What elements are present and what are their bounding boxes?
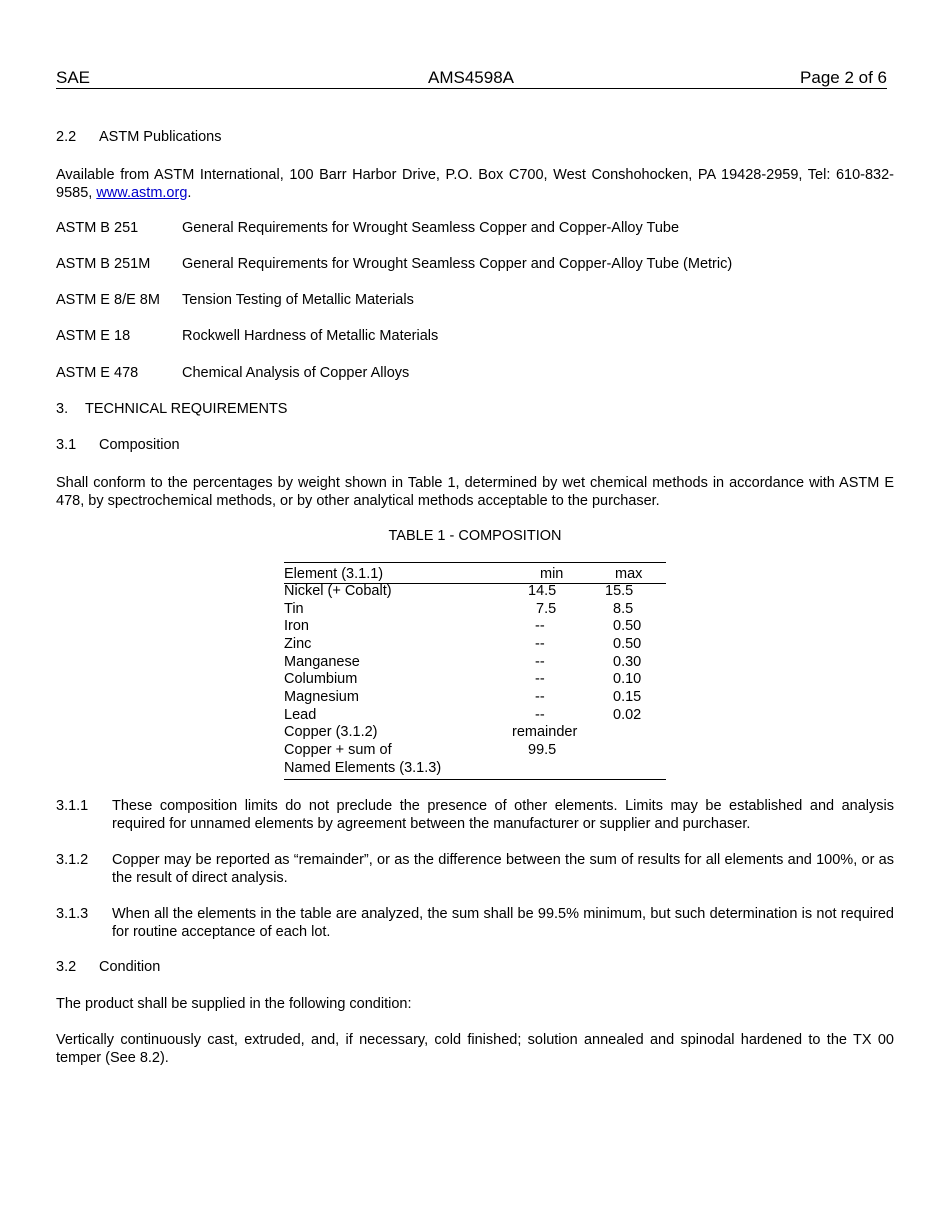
table-cell-min: -- [535, 689, 545, 705]
table-cell-element: Manganese [284, 654, 360, 670]
reference-id: ASTM E 478 [56, 365, 139, 381]
section-title: TECHNICAL REQUIREMENTS [85, 401, 288, 417]
condition-intro: The product shall be supplied in the following condition: [56, 996, 412, 1012]
table-cell-min: -- [535, 671, 545, 687]
subsection-number: 3.1.1 [56, 798, 89, 814]
table-cell-element: Copper (3.1.2) [284, 724, 378, 740]
section-title: ASTM Publications [99, 129, 222, 145]
reference-id: ASTM B 251 [56, 220, 139, 236]
subsection-text: These composition limits do not preclude the presence of other elements. Limits may be established and analysis required for unnamed elements by agreement between the manufacturer or supplier and purchaser. [112, 798, 894, 832]
table-cell-min: -- [535, 654, 545, 670]
composition-table [284, 562, 666, 780]
subsection [56, 797, 894, 833]
astm-availability-suffix: . [187, 185, 192, 201]
subsection-text: When all the elements in the table are analyzed, the sum shall be 99.5% minimum, but such determination is not required for routine acceptance of each lot. [112, 906, 894, 940]
table-cell-element: Tin [284, 601, 304, 617]
table-cell-max: 0.30 [613, 654, 642, 670]
header-org: SAE [56, 68, 91, 87]
table-cell-element: Iron [284, 618, 309, 634]
table-cell-element: Zinc [284, 636, 312, 652]
section-title: Composition [99, 437, 180, 453]
header-page-number: Page 2 of 6 [800, 68, 887, 87]
column-header-element: Element (3.1.1) [284, 566, 384, 582]
section-number: 2.2 [56, 129, 77, 145]
section-title: Condition [99, 959, 161, 975]
reference-id: ASTM B 251M [56, 256, 151, 272]
reference-title: Chemical Analysis of Copper Alloys [182, 365, 410, 381]
astm-availability-text: Available from ASTM International, 100 Barr Harbor Drive, P.O. Box C700, West Conshohocken, PA 19428-2959, Tel: 610-832-9585, [56, 167, 894, 201]
column-header-min: min [540, 566, 564, 582]
subsection-number: 3.1.3 [56, 906, 89, 922]
subsection-text: Copper may be reported as “remainder”, or as the difference between the sum of results for all elements and 100%, or as the result of direct analysis. [112, 852, 894, 886]
astm-availability-paragraph [56, 166, 894, 202]
table-cell-element: Magnesium [284, 689, 359, 705]
table-cell-max: 0.02 [613, 707, 642, 723]
condition-paragraph: Vertically continuously cast, extruded, and, if necessary, cold finished; solution annealed and spinodal hardened to the TX 00 temper (See 8.2). [56, 1032, 894, 1066]
table-cell-max: 0.10 [613, 671, 642, 687]
composition-paragraph: Shall conform to the percentages by weight shown in Table 1, determined by wet chemical methods in accordance with ASTM E 478, by spectrochemical methods, or by other analytical methods acceptable to the purchaser. [56, 475, 894, 509]
header-doc-id: AMS4598A [428, 68, 514, 87]
subsection [56, 851, 894, 887]
table-cell-min: 7.5 [536, 601, 557, 617]
subsection-number: 3.1.2 [56, 852, 89, 868]
page-header [56, 68, 887, 89]
table-cell-min: -- [535, 618, 545, 634]
table-cell-min: 99.5 [528, 742, 557, 758]
table-cell-min: 14.5 [528, 583, 557, 599]
table-cell-max: 8.5 [613, 601, 634, 617]
table-cell-min: remainder [512, 724, 578, 740]
astm-website-link[interactable]: www.astm.org [96, 185, 188, 201]
column-header-max: max [615, 566, 643, 582]
section-number: 3. [56, 401, 69, 417]
table-cell-element: Nickel (+ Cobalt) [284, 583, 392, 599]
table-cell-max: 0.50 [613, 636, 642, 652]
reference-title: General Requirements for Wrought Seamless Copper and Copper-Alloy Tube [182, 220, 680, 236]
subsection [56, 905, 894, 941]
section-number: 3.1 [56, 437, 77, 453]
reference-id: ASTM E 8/E 8M [56, 292, 160, 308]
table-cell-element: Columbium [284, 671, 358, 687]
table-cell-element: Named Elements (3.1.3) [284, 760, 442, 776]
reference-title: Rockwell Hardness of Metallic Materials [182, 328, 439, 344]
table-cell-max: 0.50 [613, 618, 642, 634]
table-cell-max: 15.5 [605, 583, 634, 599]
table-cell-element: Lead [284, 707, 317, 723]
table-caption: TABLE 1 - COMPOSITION [388, 528, 562, 544]
table-cell-max: 0.15 [613, 689, 642, 705]
table-cell-element: Copper + sum of [284, 742, 392, 758]
section-number: 3.2 [56, 959, 77, 975]
table-header-row [284, 567, 666, 584]
table-cell-min: -- [535, 636, 545, 652]
table-cell-min: -- [535, 707, 545, 723]
reference-id: ASTM E 18 [56, 328, 131, 344]
reference-title: Tension Testing of Metallic Materials [182, 292, 414, 308]
reference-title: General Requirements for Wrought Seamless Copper and Copper-Alloy Tube (Metric) [182, 256, 733, 272]
